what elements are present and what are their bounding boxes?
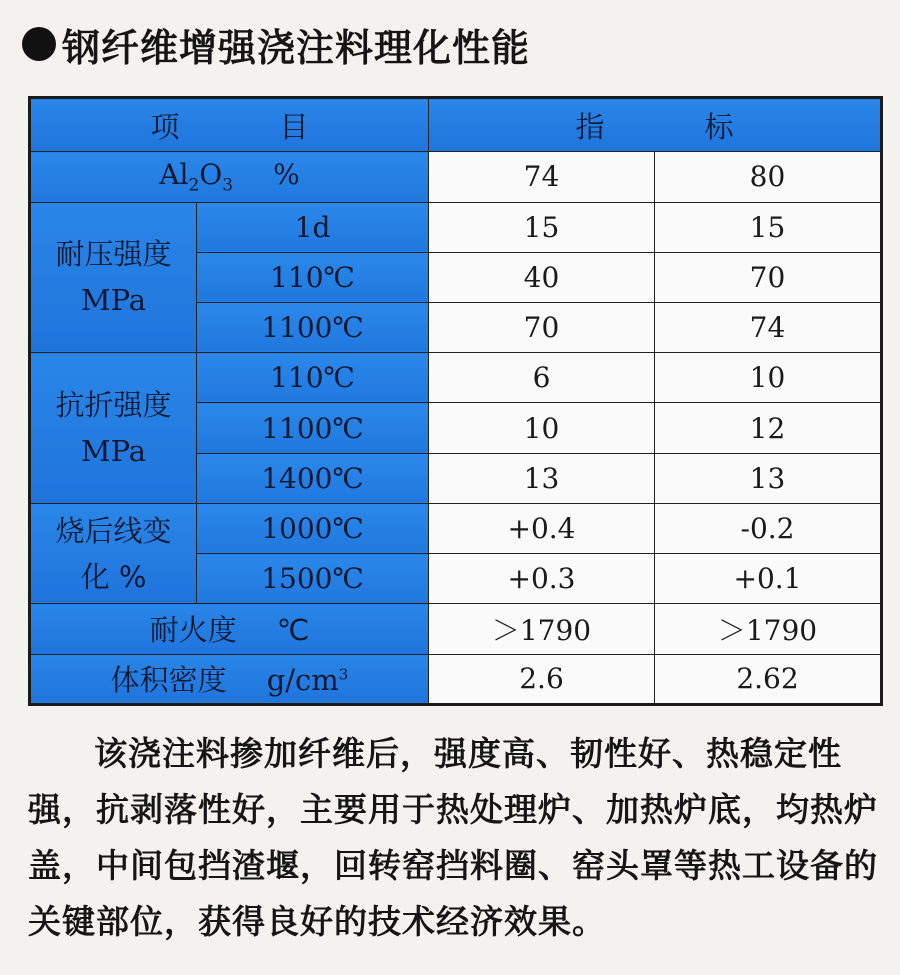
linear-change-label — [30, 503, 197, 603]
condition-cell: 1500℃ — [197, 554, 429, 604]
value-cell: -0.2 — [655, 503, 882, 553]
al2o3-sub1: 2 — [188, 175, 200, 196]
table-row-flexural-1 — [30, 353, 882, 403]
header-row — [30, 98, 882, 152]
properties-table — [28, 96, 883, 706]
value-cell: +0.4 — [429, 503, 655, 553]
condition-cell: 1400℃ — [197, 453, 429, 503]
flexural-label-line2: MPa — [80, 434, 147, 469]
condition-cell: 1000℃ — [197, 503, 429, 553]
condition-cell: 1100℃ — [197, 302, 429, 352]
bulk-density-label-text: 体积密度 — [110, 663, 227, 698]
header-item — [30, 98, 429, 152]
value-cell: 15 — [655, 202, 882, 252]
table-row-refractoriness — [30, 604, 882, 654]
header-index-char-2: 标 — [704, 109, 734, 144]
header-item-char-2: 目 — [279, 109, 309, 144]
bulk-density-unit: g/cm — [266, 663, 339, 698]
condition-cell: 1d — [197, 202, 429, 252]
condition-cell: 110℃ — [197, 353, 429, 403]
compressive-label-line2: MPa — [80, 283, 147, 318]
table-row-compressive-1 — [30, 202, 882, 252]
table-row-bulk-density — [30, 654, 882, 704]
value-cell: 6 — [429, 353, 655, 403]
value-cell: 40 — [429, 252, 655, 302]
bullet-icon — [22, 27, 56, 61]
header-index — [429, 98, 882, 152]
refractoriness-label-text: 耐火度 — [149, 613, 237, 648]
al2o3-sub2: 3 — [222, 175, 234, 196]
al2o3-unit: % — [273, 158, 300, 192]
flexural-label — [30, 353, 197, 504]
refractoriness-value-2: ＞1790 — [655, 604, 882, 654]
table-row-al2o3 — [30, 152, 882, 202]
refractoriness-label — [30, 604, 429, 654]
value-cell: 74 — [655, 302, 882, 352]
condition-cell: 1100℃ — [197, 403, 429, 453]
al2o3-mid: O — [199, 158, 223, 192]
value-cell: 12 — [655, 403, 882, 453]
table-row-linear-change-1 — [30, 503, 882, 553]
value-cell: +0.1 — [655, 554, 882, 604]
description-text: 该浇注料掺加纤维后，强度高、韧性好、热稳定性强，抗剥落性好，主要用于热处理炉、加热炉底，均热炉盖，中间包挡渣堰，回转窑挡料圈、窑头罩等热工设备的关键部位，获得良好的技术经济效果。 — [28, 734, 878, 941]
title-text: 钢纤维增强浇注料理化性能 — [62, 25, 531, 70]
description-paragraph — [28, 726, 884, 950]
section-title — [22, 16, 530, 72]
refractoriness-value-1: ＞1790 — [429, 604, 655, 654]
value-cell: +0.3 — [429, 554, 655, 604]
compressive-label — [30, 202, 197, 353]
value-cell: 15 — [429, 202, 655, 252]
value-cell: 70 — [655, 252, 882, 302]
bulk-density-unit-sup: 3 — [338, 665, 349, 684]
value-cell: 13 — [655, 453, 882, 503]
value-cell: 10 — [655, 353, 882, 403]
flexural-label-line1: 抗折强度 — [55, 388, 172, 423]
bulk-density-label — [30, 654, 429, 704]
bulk-density-value-2: 2.62 — [655, 654, 882, 704]
linear-change-label-line1: 烧后线变 — [55, 513, 172, 548]
value-cell: 70 — [429, 302, 655, 352]
linear-change-label-line2: 化 % — [80, 559, 147, 594]
header-item-char-1: 项 — [150, 109, 180, 144]
value-cell: 10 — [429, 403, 655, 453]
bulk-density-value-1: 2.6 — [429, 654, 655, 704]
al2o3-value-2: 80 — [655, 152, 882, 202]
header-index-char-1: 指 — [575, 109, 605, 144]
al2o3-value-1: 74 — [429, 152, 655, 202]
compressive-label-line1: 耐压强度 — [55, 237, 172, 272]
condition-cell: 110℃ — [197, 252, 429, 302]
value-cell: 13 — [429, 453, 655, 503]
refractoriness-unit: ℃ — [276, 613, 310, 648]
al2o3-label — [30, 152, 429, 202]
al2o3-base: Al — [159, 158, 189, 192]
